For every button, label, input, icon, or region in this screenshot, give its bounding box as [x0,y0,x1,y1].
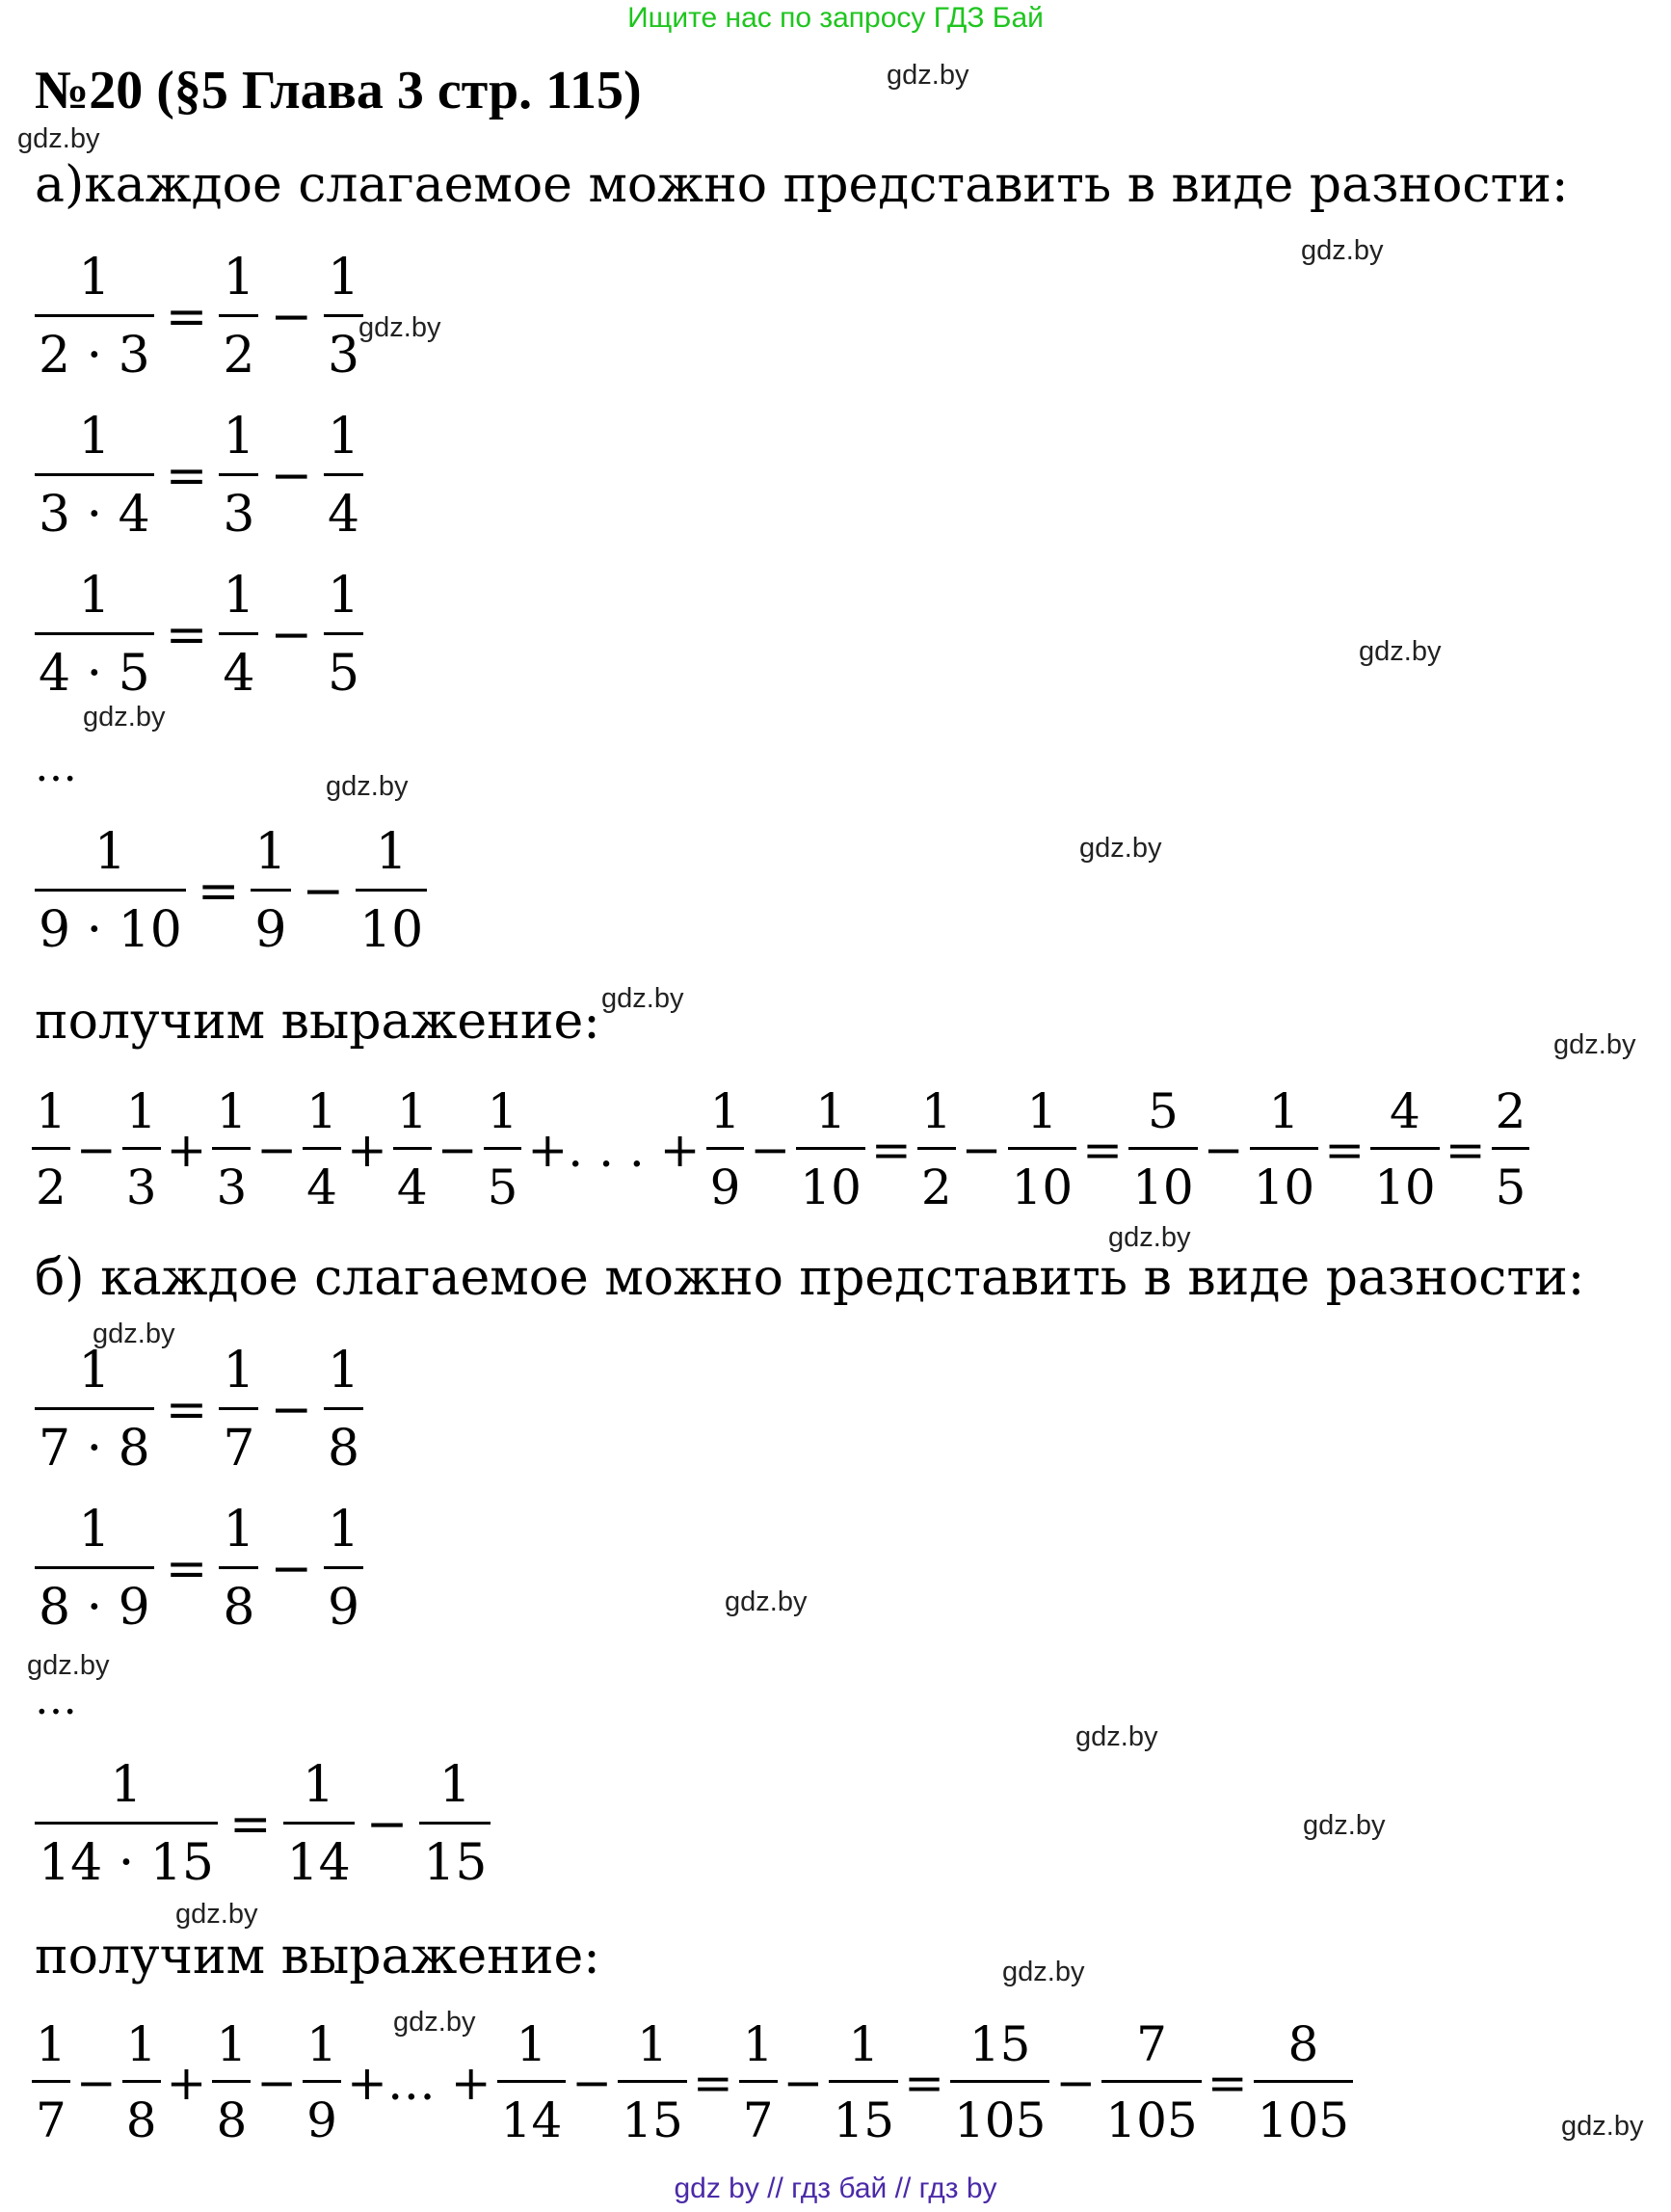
footer-links[interactable]: gdz by // гдз бай // гдз by [674,2172,997,2204]
fraction: $\frac{1}{5}$ [484,1087,522,1212]
fraction: $\frac{1}{3}$ [219,412,258,540]
watermark: gdz.by [93,1319,175,1349]
equation-a2: $\frac{1}{3 \cdot 4}$ = $\frac{1}{3}$ − $\frac{1}{4}$ [29,412,369,540]
fraction: $\frac{1}{8 \cdot 9}$ [35,1505,154,1633]
fraction: $\frac{1}{4}$ [219,571,258,699]
sum-expression-a: $\frac{1}{2}$ − $\frac{1}{3}$ + $\frac{1}{3}$ − $\frac{1}{4}$ + $\frac{1}{4}$ − $\frac{1}{5}$ +. . . + $\frac{1}{9}$ − $\frac{1}{10}$ = $\frac{1}{2}$ − $\frac{1}{10}$ = $\frac{5}{10}$ − $\frac{1}{10}$ = $\frac{4}{10}$ = $\frac{2}{5}$ [29,1087,1532,1212]
watermark: gdz.by [725,1586,808,1617]
fraction: $\frac{1}{8}$ [324,1346,363,1474]
watermark: gdz.by [326,771,409,802]
fraction: $\frac{1}{9}$ [303,2020,341,2145]
fraction: $\frac{1}{15}$ [829,2020,898,2145]
watermark: gdz.by [27,1650,110,1681]
watermark: gdz.by [83,702,166,733]
fraction: $\frac{1}{4 \cdot 5}$ [35,571,154,699]
fraction: $\frac{1}{3 \cdot 4}$ [35,412,154,540]
fraction: $\frac{1}{9}$ [706,1087,745,1212]
fraction: $\frac{1}{14}$ [497,2020,567,2145]
watermark: gdz.by [1002,1957,1085,1987]
fraction: $\frac{1}{7 \cdot 8}$ [35,1346,154,1474]
equation-b2: $\frac{1}{8 \cdot 9}$ = $\frac{1}{8}$ − $\frac{1}{9}$ [29,1505,369,1633]
watermark: gdz.by [1561,2111,1644,2142]
fraction: $\frac{1}{10}$ [1008,1087,1077,1212]
equation-a4: $\frac{1}{9 \cdot 10}$ = $\frac{1}{9}$ − $\frac{1}{10}$ [29,827,433,955]
watermark: gdz.by [1359,636,1442,667]
fraction: $\frac{1}{10}$ [796,1087,865,1212]
part-b-intro: б) каждое слагаемое можно представить в виде разности: [35,1249,1585,1307]
fraction: $\frac{1}{7}$ [739,2020,778,2145]
fraction: $\frac{1}{2}$ [32,1087,70,1212]
fraction: $\frac{1}{15}$ [618,2020,687,2145]
fraction: $\frac{1}{10}$ [1250,1087,1319,1212]
part-b-result-label: получим выражение: [35,1928,600,1985]
watermark: gdz.by [1301,235,1384,266]
watermark: gdz.by [358,312,441,343]
watermark: gdz.by [1079,833,1162,864]
fraction: $\frac{1}{4}$ [393,1087,432,1212]
fraction: $\frac{1}{7}$ [219,1346,258,1474]
fraction: $\frac{1}{2}$ [219,253,258,381]
equation-b1: $\frac{1}{7 \cdot 8}$ = $\frac{1}{7}$ − $\frac{1}{8}$ [29,1346,369,1474]
search-banner[interactable]: Ищите нас по запросу ГДЗ Бай [627,2,1044,34]
sum-expression-b: $\frac{1}{7}$ − $\frac{1}{8}$ + $\frac{1}{8}$ − $\frac{1}{9}$ +… + $\frac{1}{14}$ − $\frac{1}{15}$ = $\frac{1}{7}$ − $\frac{1}{15}$ = $\frac{15}{105}$ − $\frac{7}{105}$ = $\frac{8}{105}$ [29,2020,1356,2145]
fraction: $\frac{7}{105}$ [1101,2020,1201,2145]
equation-a3: $\frac{1}{4 \cdot 5}$ = $\frac{1}{4}$ − $\frac{1}{5}$ [29,571,369,699]
part-a-result-label: получим выражение: [35,993,600,1051]
fraction: $\frac{1}{3}$ [324,253,363,381]
fraction: $\frac{1}{2}$ [917,1087,956,1212]
fraction: $\frac{1}{8}$ [212,2020,251,2145]
fraction: $\frac{1}{3}$ [212,1087,251,1212]
ellipsis: … [35,1675,77,1724]
fraction: $\frac{2}{5}$ [1492,1087,1530,1212]
fraction: $\frac{1}{3}$ [122,1087,161,1212]
fraction: $\frac{1}{4}$ [303,1087,341,1212]
fraction: $\frac{1}{10}$ [356,827,427,955]
watermark: gdz.by [17,123,100,154]
fraction: $\frac{4}{10}$ [1370,1087,1440,1212]
fraction: $\frac{1}{9}$ [251,827,290,955]
watermark: gdz.by [1075,1721,1158,1752]
fraction: $\frac{1}{5}$ [324,571,363,699]
watermark: gdz.by [1303,1810,1386,1841]
watermark: gdz.by [601,983,684,1014]
fraction: $\frac{1}{9 \cdot 10}$ [35,827,186,955]
fraction: $\frac{1}{4}$ [324,412,363,540]
fraction: $\frac{8}{105}$ [1254,2020,1353,2145]
fraction: $\frac{1}{2 \cdot 3}$ [35,253,154,381]
watermark: gdz.by [887,60,969,91]
equation-a1: $\frac{1}{2 \cdot 3}$ = $\frac{1}{2}$ − $\frac{1}{3}$ [29,253,369,381]
page-title: №20 (§5 Глава 3 стр. 115) [35,61,642,120]
fraction: $\frac{1}{7}$ [32,2020,70,2145]
fraction: $\frac{5}{10}$ [1128,1087,1198,1212]
part-a-intro: а)каждое слагаемое можно представить в виде разности: [35,156,1569,214]
fraction: $\frac{15}{105}$ [950,2020,1049,2145]
watermark: gdz.by [393,2007,476,2038]
fraction: $\frac{1}{8}$ [219,1505,258,1633]
watermark: gdz.by [1553,1029,1636,1060]
equation-b3: $\frac{1}{14 \cdot 15}$ = $\frac{1}{14}$ − $\frac{1}{15}$ [29,1760,496,1888]
watermark: gdz.by [1108,1222,1191,1253]
fraction: $\frac{1}{15}$ [419,1760,491,1888]
fraction: $\frac{1}{14}$ [283,1760,355,1888]
fraction: $\frac{1}{14 \cdot 15}$ [35,1760,218,1888]
fraction: $\frac{1}{9}$ [324,1505,363,1633]
watermark: gdz.by [175,1899,258,1930]
fraction: $\frac{1}{8}$ [122,2020,161,2145]
ellipsis: … [35,742,77,791]
